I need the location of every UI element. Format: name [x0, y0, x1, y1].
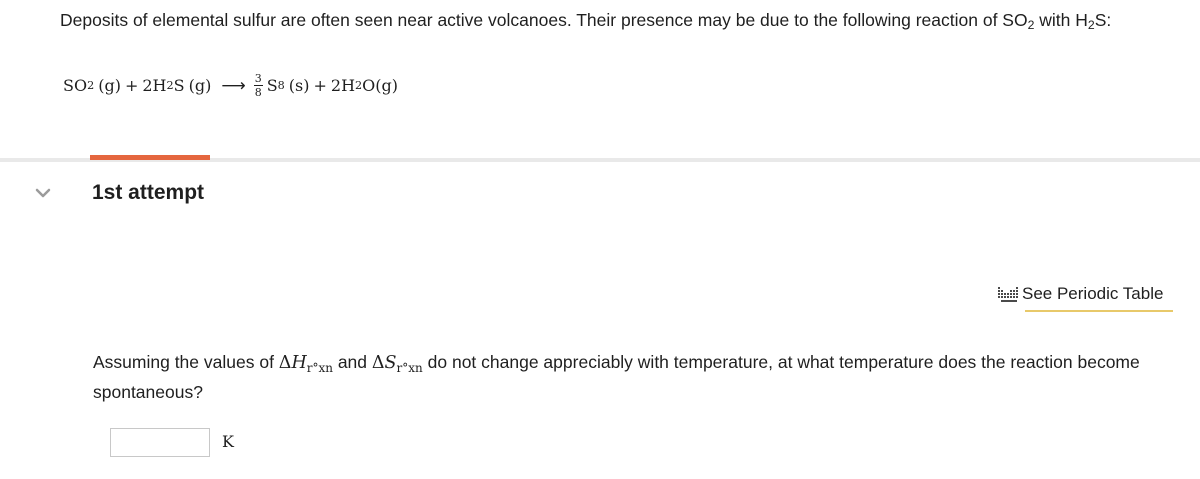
question-and: and	[332, 352, 372, 372]
sub2-r: r	[396, 361, 403, 375]
unit-label: K	[222, 432, 234, 451]
eq-plus: +	[124, 76, 139, 95]
delta-symbol: Δ	[278, 353, 292, 373]
periodic-table-link[interactable]	[997, 284, 1163, 310]
intro-h2s-subscript: 2	[1087, 18, 1095, 33]
reaction-arrow: ⟶	[221, 75, 244, 96]
sub2-degree: °	[402, 361, 409, 375]
attempt-progress-bar	[90, 155, 210, 160]
eq-plus-2: +	[313, 76, 327, 95]
question-text	[93, 350, 1193, 404]
intro-text-with: with H	[1034, 10, 1088, 30]
question-part2: do not change appreciably with temperature, at what temperature does the reaction become spontaneous?	[93, 352, 1140, 402]
eq-h2o-state: (g)	[375, 76, 399, 95]
fraction-denominator: 8	[254, 86, 262, 99]
problem-intro	[60, 10, 1111, 31]
eq-h2o: 2H	[330, 76, 356, 95]
eq-fraction	[254, 73, 263, 98]
fraction-numerator: 3	[254, 72, 262, 85]
intro-so2-subscript: 2	[1027, 18, 1035, 33]
eq-s8: S	[266, 76, 278, 95]
delta-symbol-2: Δ	[371, 353, 385, 373]
eq-h2o-o: O	[362, 76, 376, 95]
eq-so2-state: (g)	[98, 76, 121, 95]
eq-h2s-state: (g)	[188, 76, 212, 95]
sub2-xn: xn	[408, 361, 423, 375]
intro-text: Deposits of elemental sulfur are often seen near active volcanoes. Their presence may be due to the following reaction of SO	[60, 10, 1028, 30]
enthalpy-subscript	[307, 361, 333, 375]
eq-h2s: 2H	[142, 76, 167, 95]
reaction-equation: SO 2 (g) + 2H 2 S (g) ⟶ $\frac{3}{8}$ S 8 (s) + 2H 2 O (g)	[63, 72, 399, 99]
enthalpy-symbol: H	[291, 353, 307, 373]
chevron-down-icon[interactable]	[34, 184, 52, 202]
sub1-r: r	[306, 361, 313, 375]
eq-h2s-s: S	[173, 76, 185, 95]
periodic-table-label: See Periodic Table	[1022, 284, 1164, 303]
sub1-degree: °	[312, 361, 319, 375]
periodic-table-icon	[997, 285, 1019, 303]
entropy-symbol: S	[384, 353, 397, 373]
periodic-link-underline	[1025, 310, 1173, 312]
question-part1: Assuming the values of	[93, 352, 279, 372]
eq-so2: SO	[63, 76, 88, 95]
entropy-subscript	[397, 361, 423, 375]
eq-s8-state: (s)	[288, 76, 310, 95]
sub1-xn: xn	[318, 361, 333, 375]
temperature-answer-input[interactable]	[110, 428, 210, 457]
intro-text-end: S:	[1094, 10, 1112, 30]
attempt-heading: 1st attempt	[92, 181, 205, 204]
